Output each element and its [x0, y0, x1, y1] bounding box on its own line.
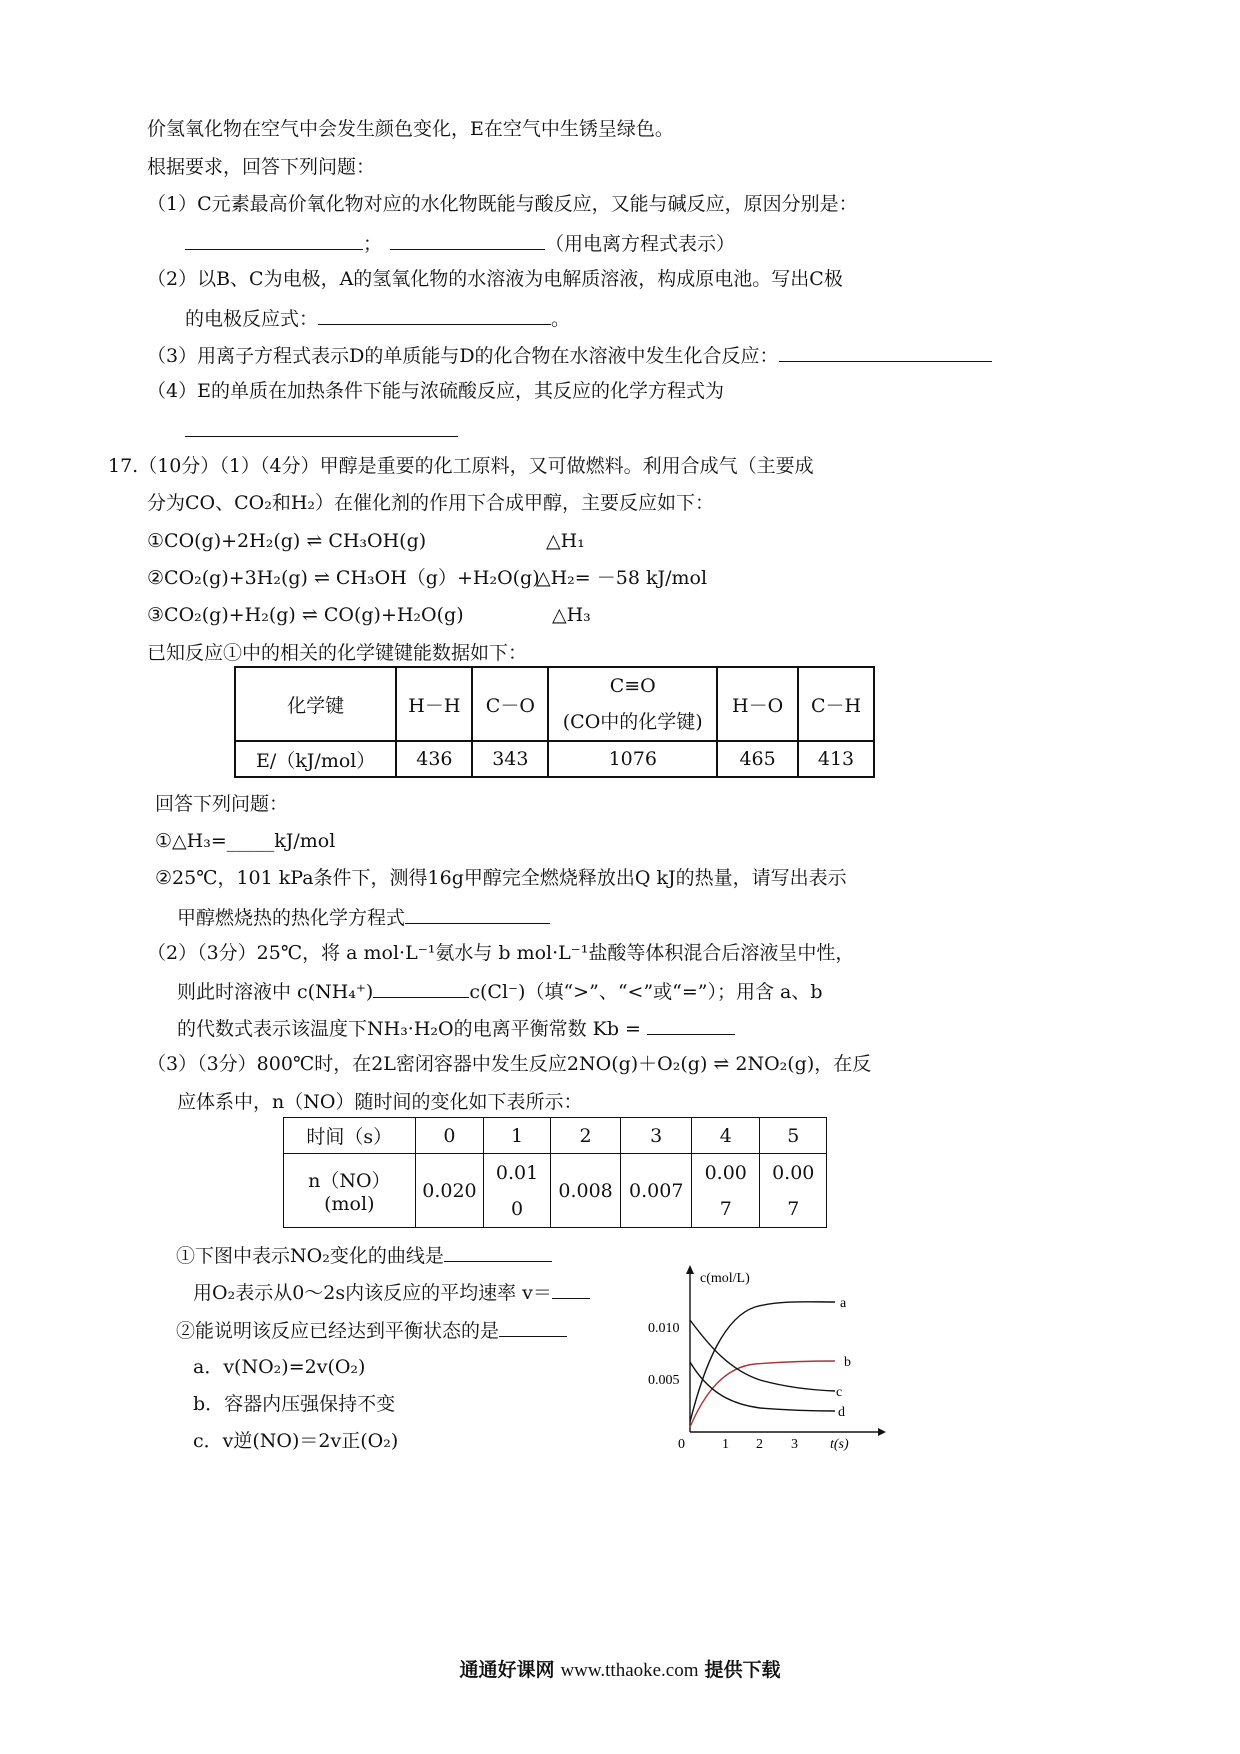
answer-blank[interactable] [318, 304, 551, 325]
subquestion: 用O₂表示从0～2s内该反应的平均速率 v＝ [193, 1278, 590, 1306]
text-line: 的代数式表示该温度下NH₃·H₂O的电离平衡常数 Kb = [177, 1014, 735, 1042]
question-3: （3）用离子方程式表示D的单质能与D的化合物在水溶液中发生化合反应： [147, 341, 992, 369]
table-cell: 0.007 [621, 1154, 692, 1228]
question-3: （3）（3分）800℃时，在2L密闭容器中发生反应2NO(g)＋O₂(g) ⇌ 2NO₂(g)，在反 [147, 1053, 872, 1075]
curve-label: c [836, 1385, 843, 1400]
question-2: （2）（3分）25℃，将 a mol·L⁻¹氨水与 b mol·L⁻¹盐酸等体积混合后溶液呈中性， [147, 942, 855, 964]
footer [0, 1655, 1240, 1682]
reaction-2: ②CO₂(g)+3H₂(g) ⇌ CH₃OH（g）+H₂O(g) [147, 567, 540, 589]
answer-blank[interactable] [405, 903, 550, 924]
table-cell: 4 [692, 1118, 760, 1154]
y-axis-label: c(mol/L) [700, 1271, 750, 1286]
answer-blank[interactable] [185, 416, 458, 437]
table-cell: 1076 [548, 741, 717, 777]
x-axis-label: t(s) [830, 1437, 849, 1452]
curve-b [690, 1361, 835, 1427]
table-cell: E/（kJ/mol） [235, 741, 396, 777]
answer-blank[interactable] [185, 229, 363, 250]
answer-blank[interactable] [779, 341, 992, 362]
footer-note: 提供下载 [704, 1659, 781, 1681]
table-cell: H－H [396, 667, 472, 741]
text-line: 则此时溶液中 c(NH₄⁺) c(Cl⁻)（填“>”、“<”或“=”）；用含 a、b [177, 977, 823, 1005]
text-line: 应体系中，n（NO）随时间的变化如下表所示： [177, 1091, 583, 1113]
table-cell: n（NO）(mol) [284, 1154, 416, 1228]
table-cell: 化学键 [235, 667, 396, 741]
answer-blank[interactable] [444, 1241, 552, 1262]
answer-line: ； （用电离方程式表示） [185, 229, 735, 257]
answer-line [185, 416, 458, 444]
table-cell: 2 [550, 1118, 621, 1154]
reaction-1: ①CO(g)+2H₂(g) ⇌ CH₃OH(g) [147, 530, 427, 552]
table-cell: 0 [415, 1118, 484, 1154]
table-row [284, 1118, 827, 1154]
concentration-graph [630, 1262, 890, 1462]
subquestion: ①下图中表示NO₂变化的曲线是 [176, 1241, 552, 1269]
reaction-2-enthalpy: △H₂= －58 kJ/mol [536, 567, 708, 589]
table-cell: 0.00 7 [692, 1154, 760, 1228]
table-cell: C－H [798, 667, 874, 741]
answer-blank[interactable] [552, 1278, 590, 1299]
table-cell: 436 [396, 741, 472, 777]
footer-site-name: 通通好课网 [459, 1659, 555, 1681]
question-4: （4）E的单质在加热条件下能与浓硫酸反应，其反应的化学方程式为 [147, 380, 724, 402]
x-axis-arrow [878, 1428, 886, 1436]
table-cell: 465 [717, 741, 798, 777]
footer-url[interactable]: www.tthaoke.com [560, 1660, 699, 1681]
x-tick-label: 0 [678, 1437, 685, 1452]
answer-blank[interactable] [390, 229, 545, 250]
table-cell: 1 [484, 1118, 550, 1154]
table-cell: C－O [472, 667, 548, 741]
x-tick-label: 3 [791, 1437, 798, 1452]
x-tick-label: 1 [722, 1437, 729, 1452]
subquestion: ②25℃，101 kPa条件下，测得16g甲醇完全燃烧释放出Q kJ的热量，请写出表示 [155, 867, 847, 889]
text-line: 已知反应①中的相关的化学键键能数据如下： [147, 642, 528, 664]
table-cell: 0.020 [415, 1154, 484, 1228]
table-cell: 343 [472, 741, 548, 777]
option-c: c．v逆(NO)＝2v正(O₂) [193, 1430, 399, 1452]
curve-label: b [844, 1355, 851, 1370]
y-tick-label: 0.005 [648, 1373, 680, 1388]
table-cell: 5 [760, 1118, 827, 1154]
answer-line: 甲醇燃烧热的热化学方程式 [177, 903, 550, 931]
table-row [235, 667, 874, 741]
subquestion: ①△H₃=_____kJ/mol [155, 830, 336, 852]
table-cell: 3 [621, 1118, 692, 1154]
table-cell: C≡O (CO中的化学键) [548, 667, 717, 741]
curve-label: d [838, 1405, 845, 1420]
table-row [284, 1154, 827, 1228]
answer-blank[interactable] [499, 1316, 567, 1337]
problem-17: 17.（10分）（1）（4分）甲醇是重要的化工原料，又可做燃料。利用合成气（主要成 [108, 455, 814, 477]
reaction-3-enthalpy: △H₃ [552, 604, 591, 626]
curve-label: a [840, 1296, 847, 1311]
question-2: （2）以B、C为电极，A的氢氧化物的水溶液为电解质溶液，构成原电池。写出C极 [147, 268, 843, 290]
bond-energy-table [234, 666, 875, 778]
text-line: 根据要求，回答下列问题： [147, 156, 376, 178]
answer-blank[interactable] [647, 1014, 735, 1035]
table-row [235, 741, 874, 777]
reaction-1-enthalpy: △H₁ [546, 530, 585, 552]
answer-line: 的电极反应式： 。 [185, 304, 570, 332]
option-b: b．容器内压强保持不变 [193, 1393, 396, 1415]
table-cell: 0.00 7 [760, 1154, 827, 1228]
reaction-3: ③CO₂(g)+H₂(g) ⇌ CO(g)+H₂O(g) [147, 604, 464, 626]
no-time-table [283, 1117, 827, 1228]
table-cell: H－O [717, 667, 798, 741]
curve-d [690, 1362, 835, 1411]
x-tick-label: 2 [756, 1437, 763, 1452]
text-line: 分为CO、CO₂和H₂）在催化剂的作用下合成甲醇，主要反应如下： [147, 492, 715, 514]
text-line: 回答下列问题： [155, 793, 289, 815]
text-line: 价氢氧化物在空气中会发生颜色变化，E在空气中生锈呈绿色。 [147, 118, 674, 140]
table-cell: 0.008 [550, 1154, 621, 1228]
table-cell: 时间（s） [284, 1118, 416, 1154]
table-cell: 413 [798, 741, 874, 777]
question-1: （1）C元素最高价氧化物对应的水化物既能与酸反应，又能与碱反应，原因分别是： [147, 193, 858, 215]
answer-blank[interactable] [373, 977, 469, 998]
y-tick-label: 0.010 [648, 1321, 680, 1336]
option-a: a．v(NO₂)=2v(O₂) [193, 1356, 366, 1378]
y-axis-arrow [686, 1265, 694, 1274]
table-cell: 0.01 0 [484, 1154, 550, 1228]
subquestion: ②能说明该反应已经达到平衡状态的是 [176, 1316, 567, 1344]
